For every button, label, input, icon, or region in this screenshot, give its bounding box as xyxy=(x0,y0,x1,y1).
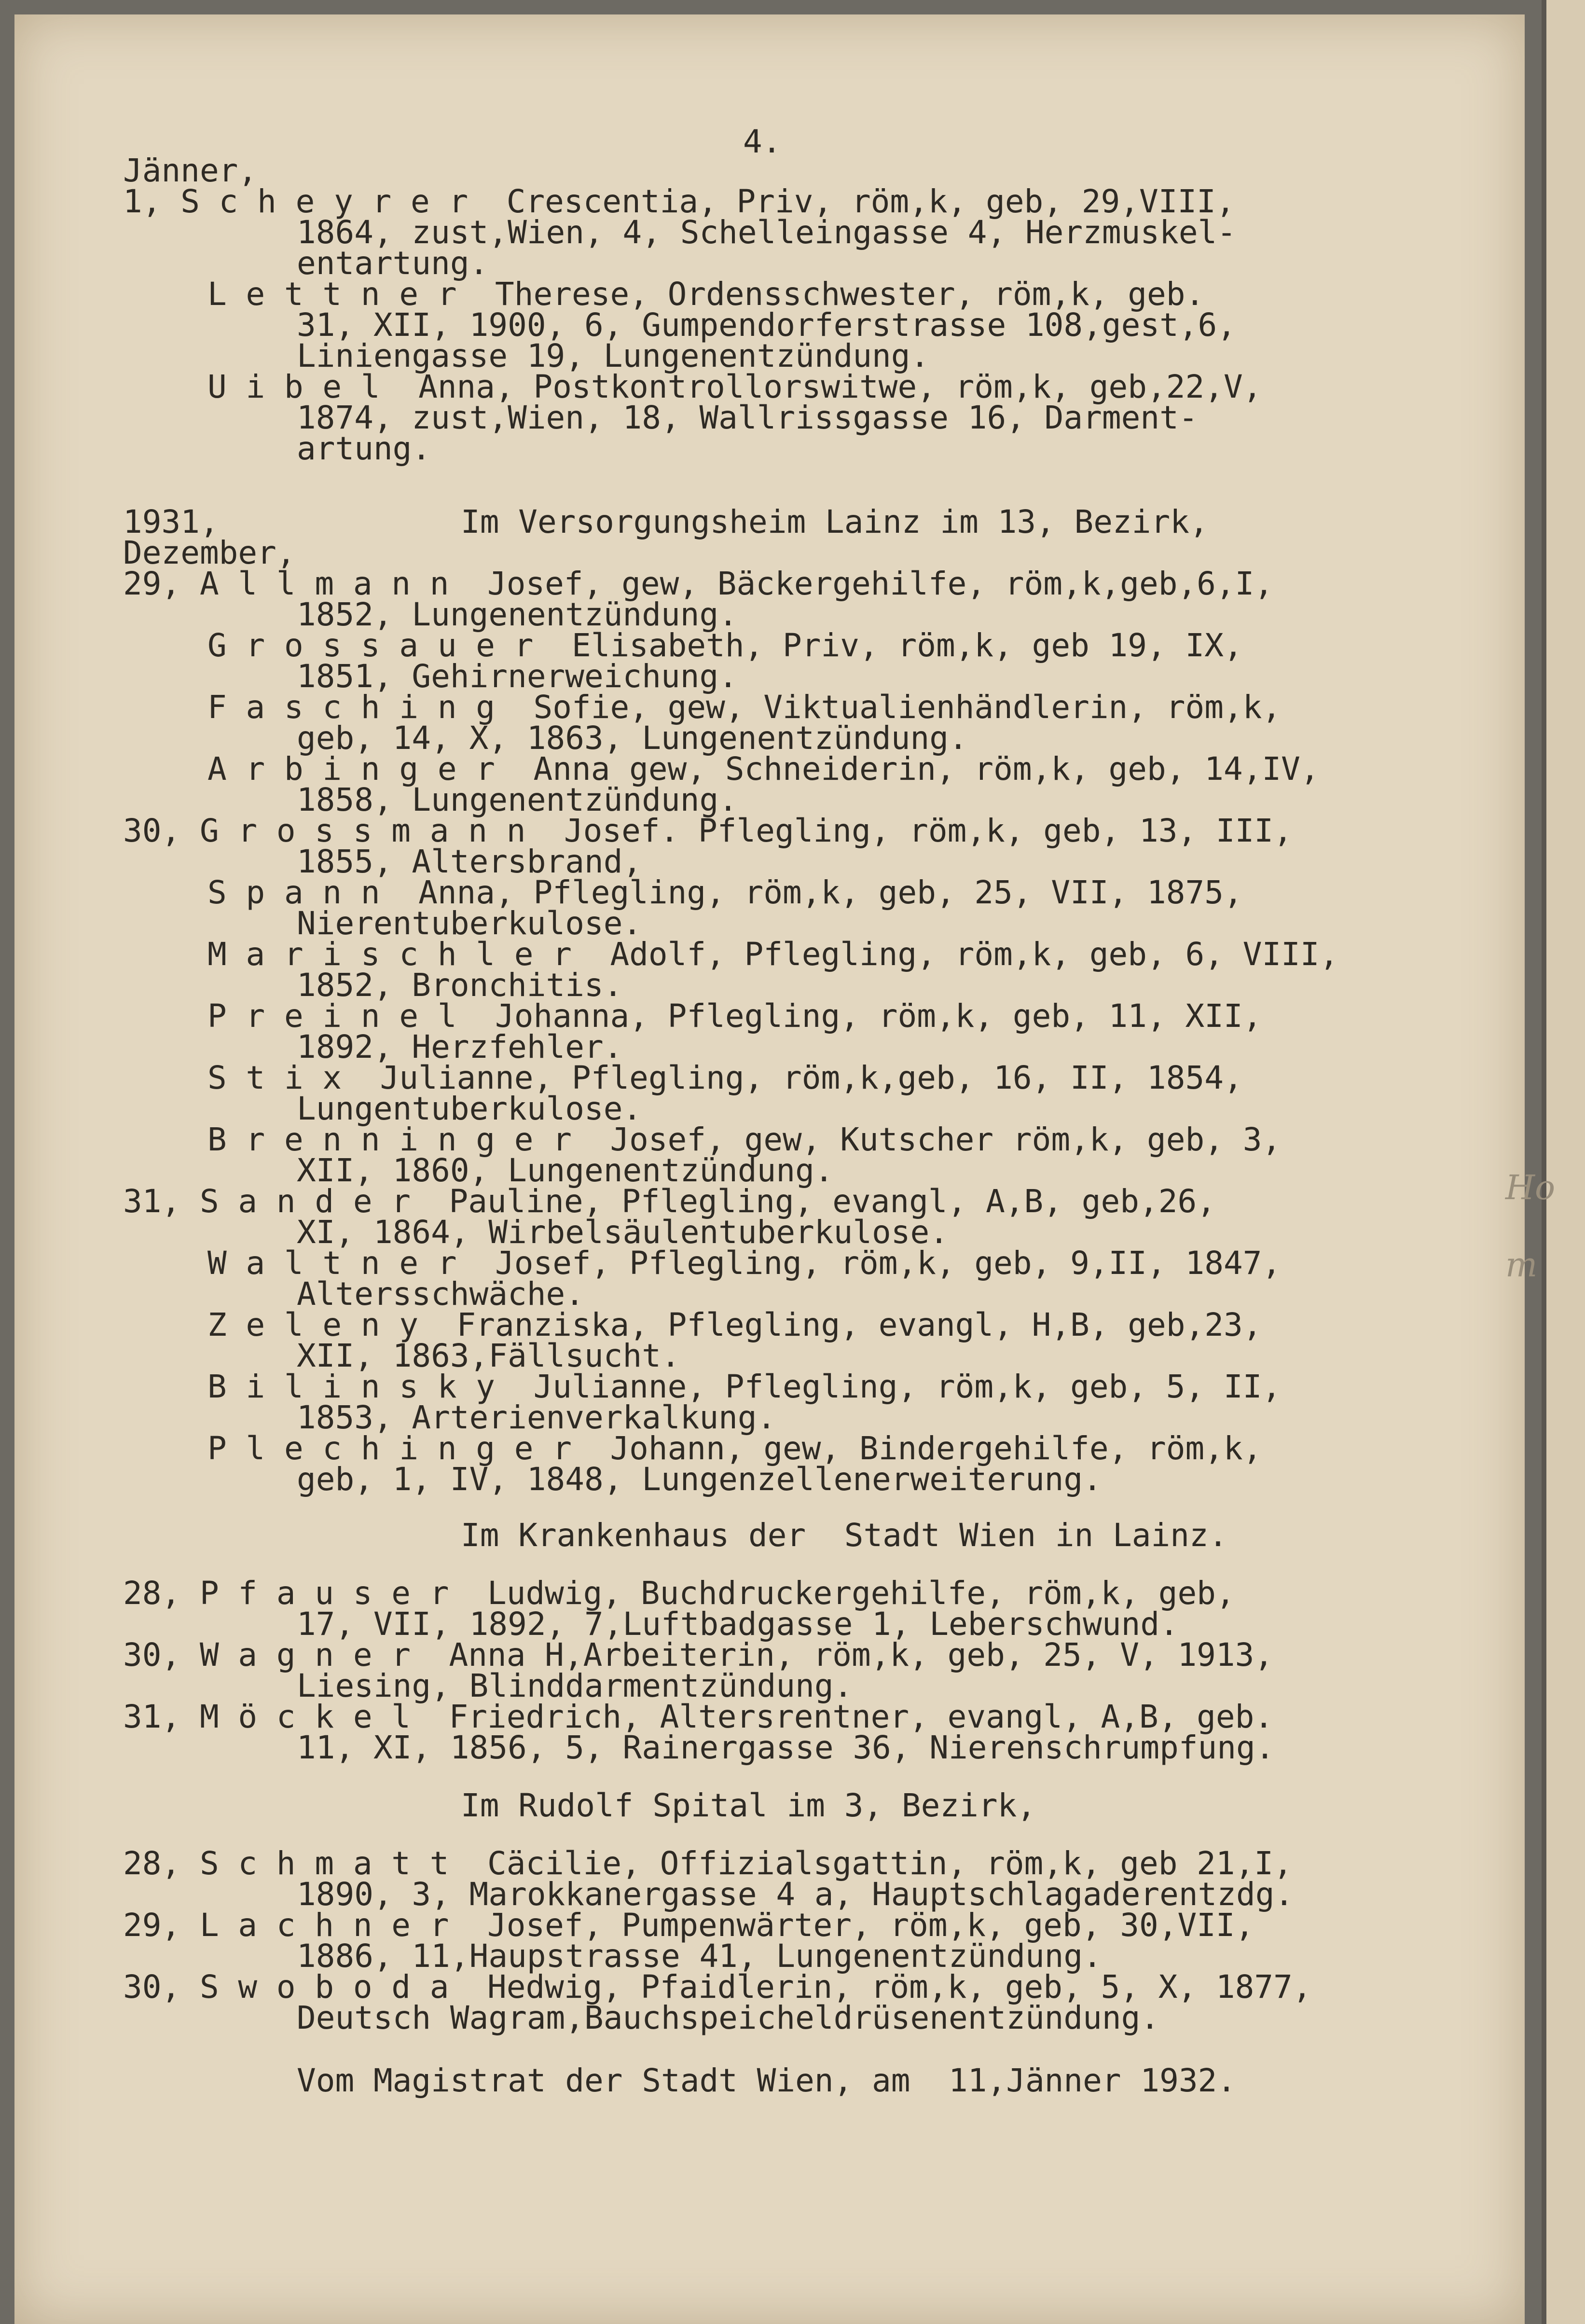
entry-line: 29, L a c h n e r Josef, Pumpenwärter, röm,k, geb, 30,VII, xyxy=(123,1907,1254,1944)
entry-line: Liniengasse 19, Lungenentzündung. xyxy=(297,337,930,374)
entry-line: 17, VII, 1892, 7,Luftbadgasse 1, Leberschwund. xyxy=(297,1605,1179,1643)
entry-line: Deutsch Wagram,Bauchspeicheldrüsenentzündung. xyxy=(297,1999,1160,2036)
entry-line: U i b e l Anna, Postkontrollorswitwe, röm,k, geb,22,V, xyxy=(207,368,1262,405)
entry-line: 1853, Arterienverkalkung. xyxy=(297,1399,776,1436)
section-heading: Im Rudolf Spital im 3, Bezirk, xyxy=(461,1787,1036,1824)
entry-line: 1858, Lungenentzündung. xyxy=(297,781,738,818)
entry-line: Lungentuberkulose. xyxy=(297,1090,642,1127)
entry-line: artung. xyxy=(297,430,431,467)
entry-line: 28, S c h m a t t Cäcilie, Offizialsgattin, röm,k, geb 21,I, xyxy=(123,1845,1293,1882)
entry-line: 28, P f a u s e r Ludwig, Buchdruckergehilfe, röm,k, geb, xyxy=(123,1575,1235,1612)
margin-note: m xyxy=(1505,1245,1538,1285)
entry-line: S p a n n Anna, Pflegling, röm,k, geb, 25, VII, 1875, xyxy=(207,874,1243,911)
entry-line: 31, M ö c k e l Friedrich, Altersrentner, evangl, A,B, geb. xyxy=(123,1698,1274,1735)
page-number: 4. xyxy=(743,123,782,160)
entry-line: 1864, zust,Wien, 4, Schelleingasse 4, Herzmuskel- xyxy=(297,214,1237,251)
entry-line: Nierentuberkulose. xyxy=(297,905,642,942)
section-heading: Im Krankenhaus der Stadt Wien in Lainz. xyxy=(461,1517,1228,1554)
entry-line: F a s c h i n g Sofie, gew, Viktualienhändlerin, röm,k, xyxy=(207,689,1282,726)
entry-line: 31, S a n d e r Pauline, Pflegling, evangl, A,B, geb,26, xyxy=(123,1183,1216,1220)
entry-line: S t i x Julianne, Pflegling, röm,k,geb, 16, II, 1854, xyxy=(207,1059,1243,1096)
entry-line: 30, S w o b o d a Hedwig, Pfaidlerin, röm,k, geb, 5, X, 1877, xyxy=(123,1968,1312,2006)
month-heading: Jänner, xyxy=(123,152,258,189)
entry-line: P l e c h i n g e r Johann, gew, Bindergehilfe, röm,k, xyxy=(207,1430,1262,1467)
entry-line: 1852, Bronchitis. xyxy=(297,967,623,1004)
entry-line: geb, 1, IV, 1848, Lungenzellenerweiterung. xyxy=(297,1461,1102,1498)
entry-line: XII, 1863,Fällsucht. xyxy=(297,1337,680,1374)
entry-line: 1892, Herzfehler. xyxy=(297,1028,623,1065)
adjacent-page-edge xyxy=(1542,0,1585,2324)
month-heading: Dezember, xyxy=(123,534,296,571)
entry-line: L e t t n e r Therese, Ordensschwester, röm,k, geb. xyxy=(207,276,1205,313)
entry-line: entartung. xyxy=(297,245,489,282)
entry-line: B i l i n s k y Julianne, Pflegling, röm,k, geb, 5, II, xyxy=(207,1368,1282,1405)
entry-line: XI, 1864, Wirbelsäulentuberkulose. xyxy=(297,1214,949,1251)
entry-line: Z e l e n y Franziska, Pflegling, evangl, H,B, geb,23, xyxy=(207,1306,1262,1343)
entry-line: XII, 1860, Lungenentzündung. xyxy=(297,1152,834,1189)
entry-line: G r o s s a u e r Elisabeth, Priv, röm,k, geb 19, IX, xyxy=(207,627,1243,664)
entry-line: 1, S c h e y r e r Crescentia, Priv, röm,k, geb, 29,VIII, xyxy=(123,183,1235,220)
entry-line: 1886, 11,Haupstrasse 41, Lungenentzündung. xyxy=(297,1937,1102,1975)
year-label: 1931, xyxy=(123,503,219,540)
entry-line: Liesing, Blinddarmentzündung. xyxy=(297,1667,853,1704)
entry-line: 29, A l l m a n n Josef, gew, Bäckergehilfe, röm,k,geb,6,I, xyxy=(123,565,1274,602)
entry-line: 1852, Lungenentzündung. xyxy=(297,596,738,633)
entry-line: P r e i n e l Johanna, Pflegling, röm,k, geb, 11, XII, xyxy=(207,997,1262,1035)
entry-line: 11, XI, 1856, 5, Rainergasse 36, Nierenschrumpfung. xyxy=(297,1729,1275,1766)
entry-line: M a r i s c h l e r Adolf, Pflegling, röm,k, geb, 6, VIII, xyxy=(207,936,1339,973)
entry-line: 30, G r o s s m a n n Josef. Pflegling, röm,k, geb, 13, III, xyxy=(123,812,1293,849)
closing-line: Vom Magistrat der Stadt Wien, am 11,Jänner 1932. xyxy=(297,2062,1237,2099)
entry-line: B r e n n i n g e r Josef, gew, Kutscher röm,k, geb, 3, xyxy=(207,1121,1282,1158)
entry-line: 1855, Altersbrand, xyxy=(297,843,642,880)
entry-line: Altersschwäche. xyxy=(297,1275,585,1313)
entry-line: A r b i n g e r Anna gew, Schneiderin, röm,k, geb, 14,IV, xyxy=(207,750,1320,788)
entry-line: 1890, 3, Marokkanergasse 4 a, Hauptschlagaderentzdg. xyxy=(297,1876,1294,1913)
entry-line: W a l t n e r Josef, Pflegling, röm,k, geb, 9,II, 1847, xyxy=(207,1245,1282,1282)
entry-line: 30, W a g n e r Anna H,Arbeiterin, röm,k, geb, 25, V, 1913, xyxy=(123,1636,1274,1674)
margin-note: Ho xyxy=(1505,1168,1556,1207)
entry-line: 31, XII, 1900, 6, Gumpendorferstrasse 108,gest,6, xyxy=(297,306,1237,344)
section-heading: Im Versorgungsheim Lainz im 13, Bezirk, xyxy=(461,503,1209,540)
entry-line: geb, 14, X, 1863, Lungenentzündung. xyxy=(297,719,968,757)
entry-line: 1851, Gehirnerweichung. xyxy=(297,658,738,695)
entry-line: 1874, zust,Wien, 18, Wallrissgasse 16, Darment- xyxy=(297,399,1198,436)
